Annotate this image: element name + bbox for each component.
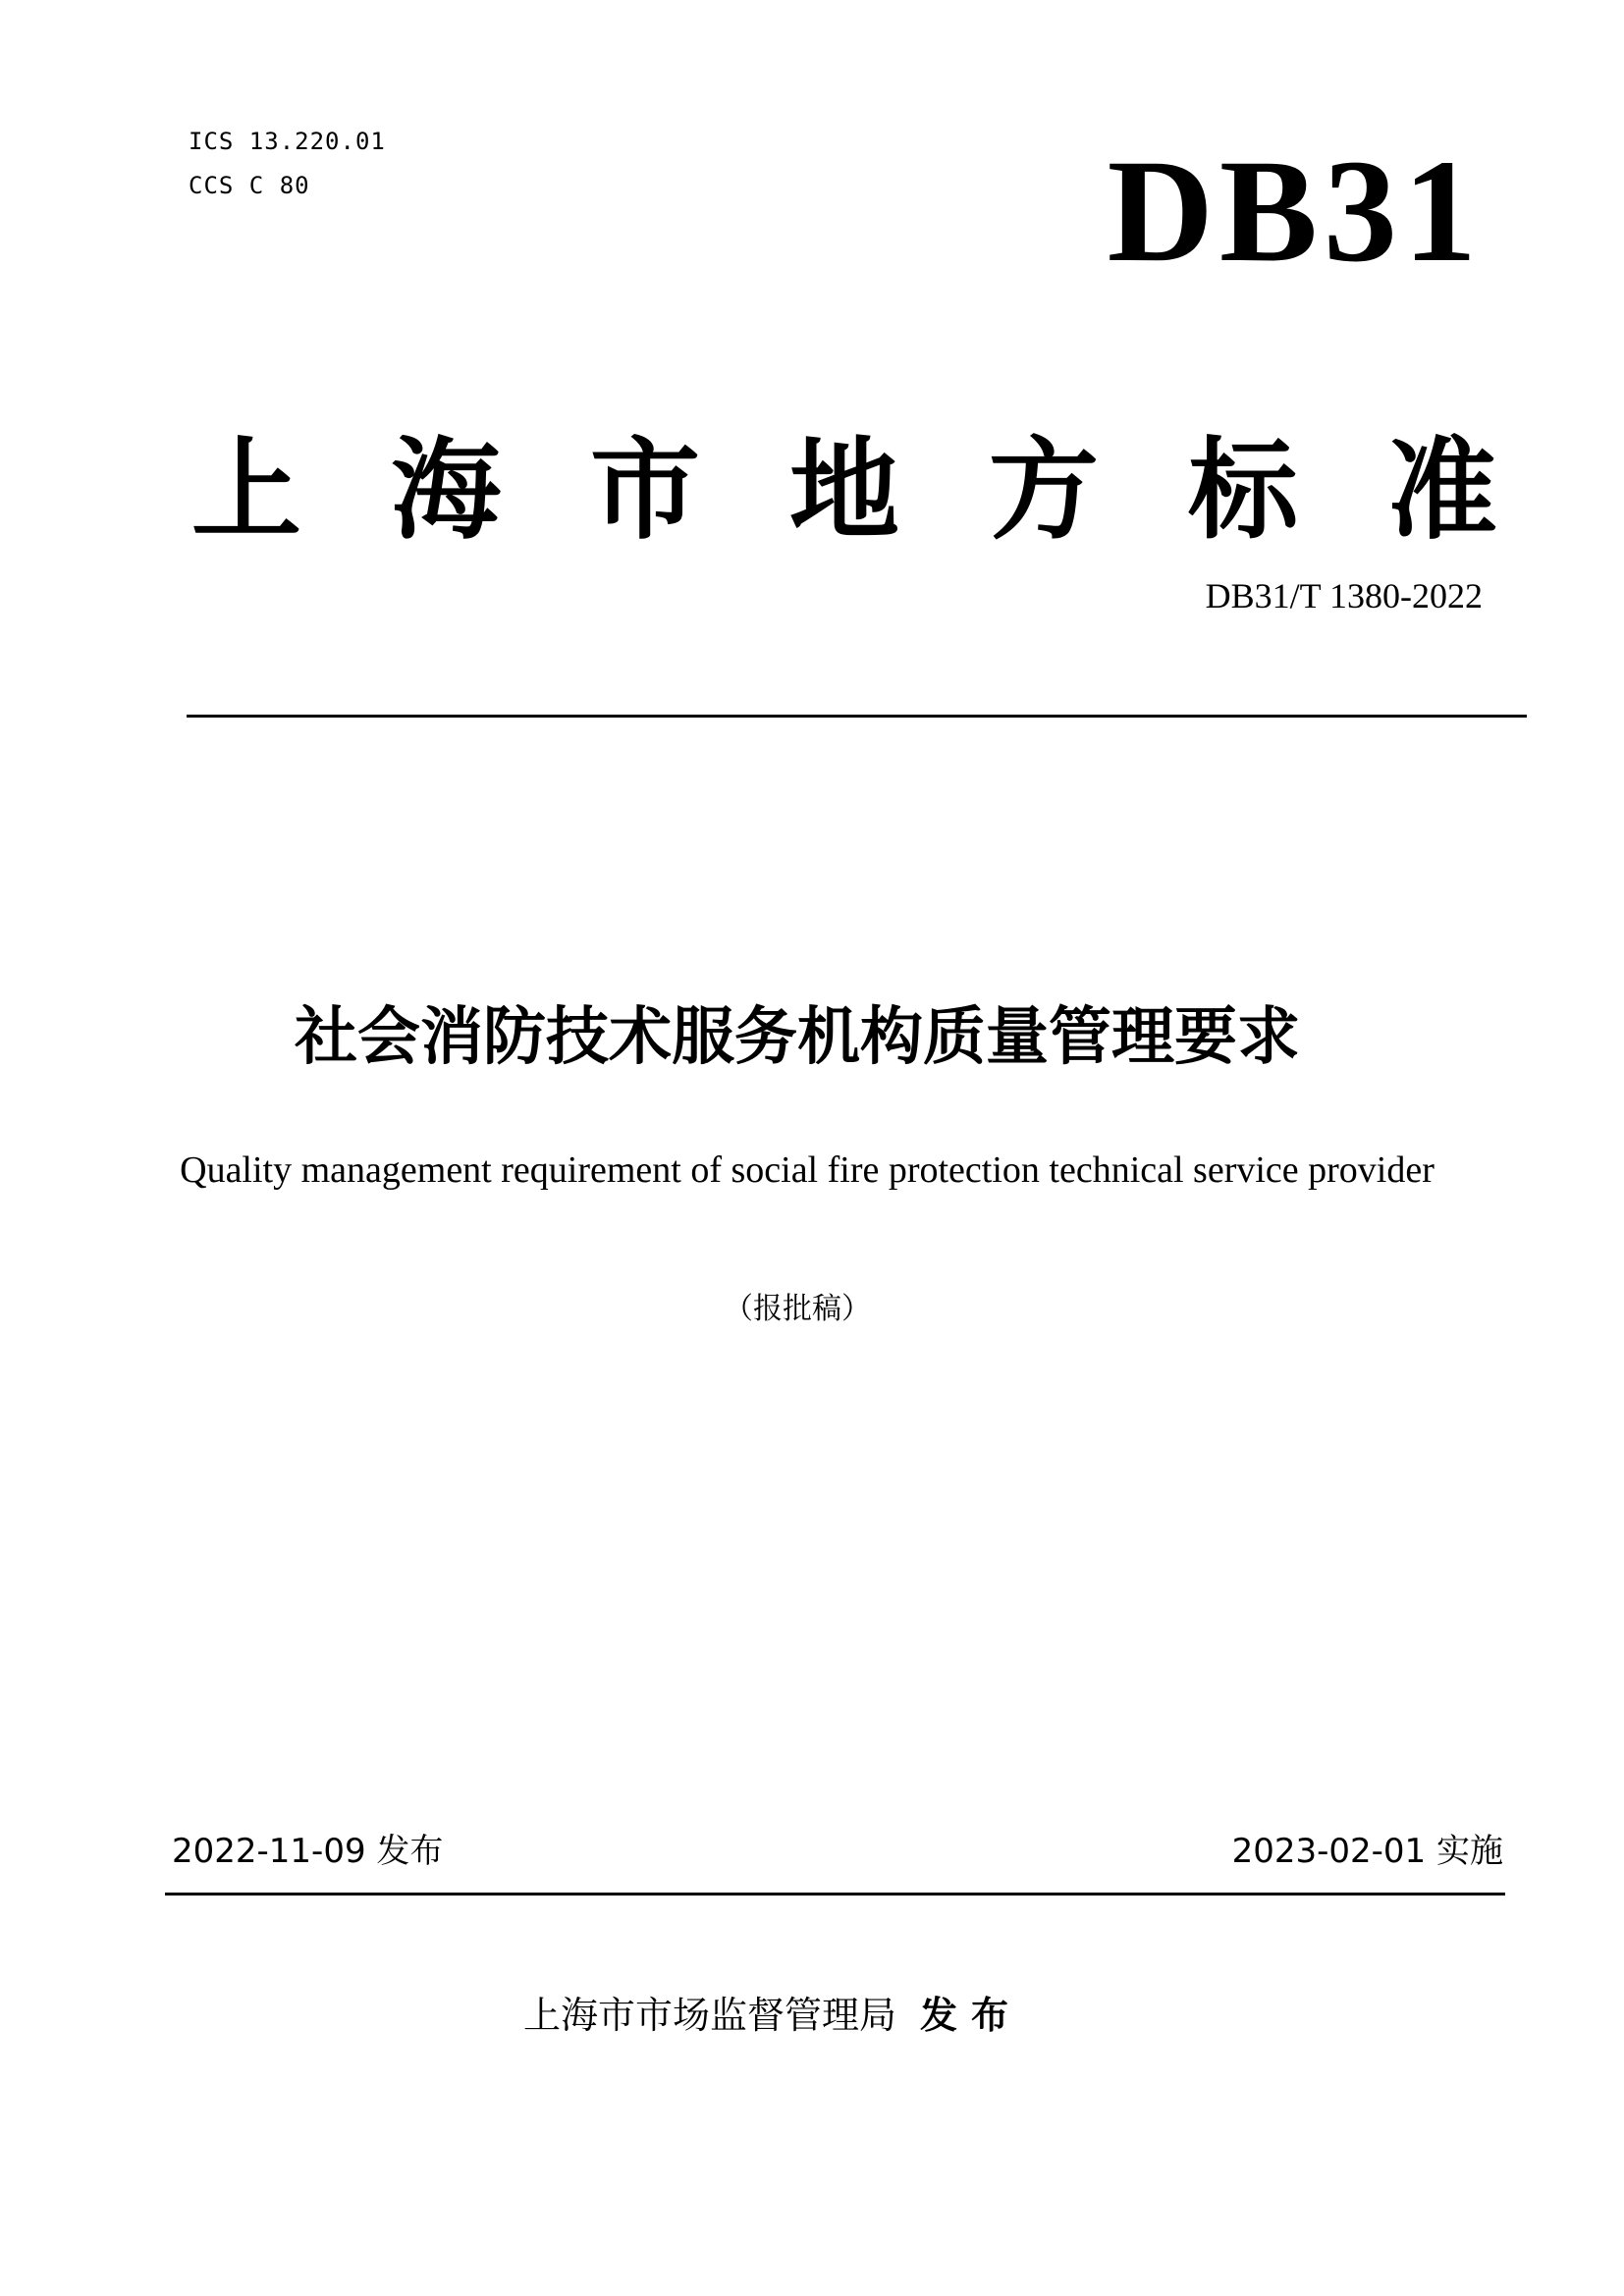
- issuer-action: 发布: [920, 1994, 1023, 2037]
- top-divider: [187, 715, 1527, 718]
- standard-number: DB31/T 1380-2022: [1205, 576, 1483, 615]
- issuer-line: [0, 1985, 1624, 2039]
- standard-title-char: 标: [1188, 427, 1298, 555]
- issuer-name: 上海市市场监督管理局: [522, 1994, 896, 2037]
- draft-status: （报批稿）: [724, 1292, 871, 1326]
- standard-title-char: 上: [191, 427, 301, 555]
- document-title-english: Quality management requirement of social fire protection technical service provider: [180, 1149, 1435, 1191]
- standard-title-char: 地: [789, 427, 899, 555]
- ccs-code: CCS C 80: [189, 172, 310, 199]
- standard-type-title: [191, 422, 1497, 560]
- standard-title-char: 准: [1387, 427, 1497, 555]
- ics-code: ICS 13.220.01: [189, 128, 386, 155]
- publish-date: 2022-11-09 发布: [172, 1832, 444, 1871]
- bottom-divider: [165, 1893, 1505, 1896]
- db-mark: DB31: [1107, 130, 1483, 293]
- standard-title-char: 海: [391, 427, 501, 555]
- standard-title-char: 方: [989, 427, 1099, 555]
- effective-date: 2023-02-01 实施: [1231, 1832, 1503, 1871]
- document-title-chinese: 社会消防技术服务机构质量管理要求: [295, 1001, 1300, 1074]
- standard-title-char: 市: [590, 427, 700, 555]
